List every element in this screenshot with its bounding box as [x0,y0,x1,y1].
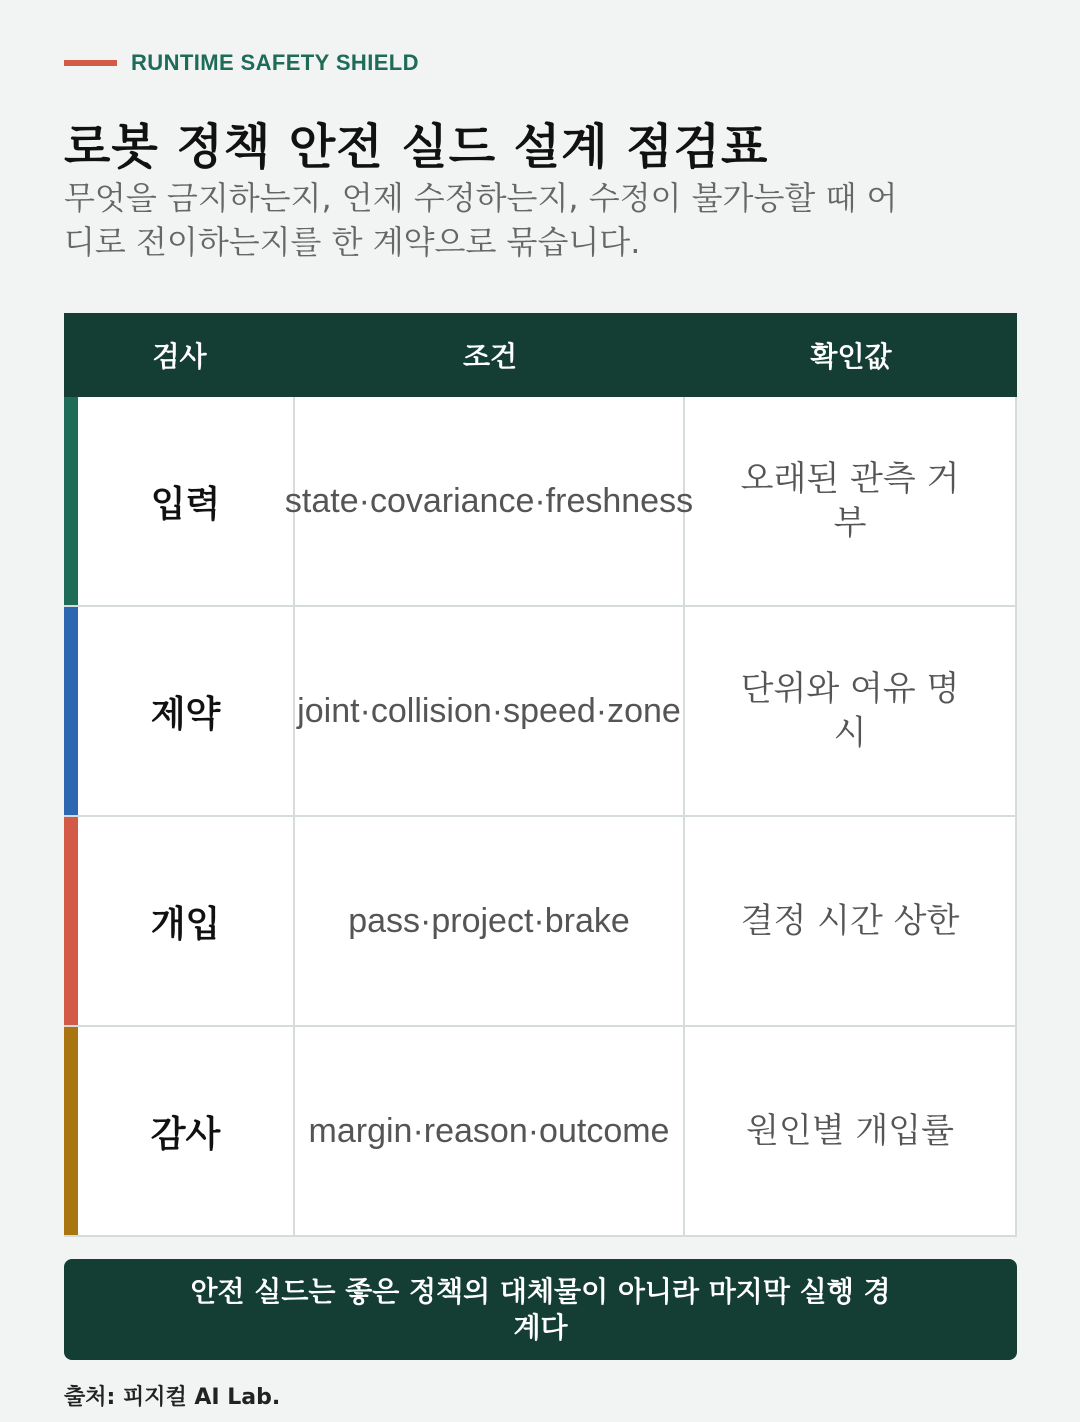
takeaway-banner: 안전 실드는 좋은 정책의 대체물이 아니라 마지막 실행 경계다 [64,1259,1017,1360]
row-value: 오래된 관측 거부 [740,459,960,543]
table-header [64,313,1017,397]
checklist-table [64,313,1017,1237]
table-row [64,1027,1017,1237]
header-value: 확인값 [810,340,892,373]
table-row [64,817,1017,1027]
eyebrow-label: RUNTIME SAFETY SHIELD [131,50,419,75]
row-check: 개입 [78,817,295,1025]
source-credit: 출처: 피지컬 AI Lab. [64,1385,281,1410]
row-condition: pass·project·brake [295,817,685,1025]
row-value: 단위와 여유 명시 [740,669,960,753]
row-value: 원인별 개입률 [746,1111,954,1151]
row-color-stripe [64,1027,78,1235]
eyebrow-accent-bar [64,60,117,66]
header-check: 검사 [152,340,207,373]
row-value: 결정 시간 상한 [740,901,960,941]
row-condition: state·covariance·freshness [295,397,685,605]
row-color-stripe [64,397,78,605]
table-row [64,607,1017,817]
row-condition: joint·collision·speed·zone [295,607,685,815]
row-color-stripe [64,817,78,1025]
row-check: 제약 [78,607,295,815]
table-row [64,397,1017,607]
row-color-stripe [64,607,78,815]
page-title: 로봇 정책 안전 실드 설계 점검표 [64,119,769,175]
row-check: 감사 [78,1027,295,1235]
row-condition: margin·reason·outcome [295,1027,685,1235]
row-check: 입력 [78,397,295,605]
header-condition: 조건 [462,340,518,373]
page-subtitle: 무엇을 금지하는지, 언제 수정하는지, 수정이 불가능할 때 어디로 전이하는지를 한 계약으로 묶습니다. [64,179,898,261]
eyebrow [64,50,419,76]
